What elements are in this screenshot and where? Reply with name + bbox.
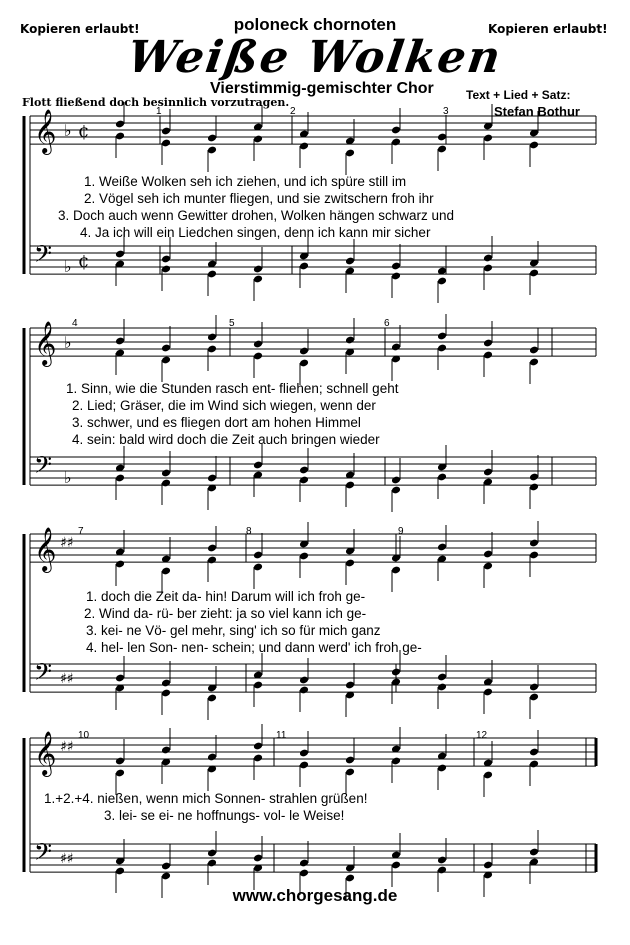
bass-clef-icon: 𝄢 <box>34 658 53 691</box>
flat-icon: ♭ <box>64 333 72 352</box>
copy-permission-left: Kopieren erlaubt! <box>20 22 140 36</box>
song-title: Weiße Wolken <box>124 32 506 83</box>
lyric-line: 3. Doch auch wenn Gewitter drohen, Wolken hängen schwarz und <box>58 208 454 223</box>
measure-number: 4 <box>72 318 78 329</box>
bass-clef-icon: 𝄢 <box>34 451 53 484</box>
measure-number: 3 <box>443 106 449 117</box>
lyric-line: 1.+2.+4. nießen, wenn mich Sonnen- strahlen grüßen! <box>44 791 368 806</box>
treble-clef-icon: 𝄞 <box>34 527 57 571</box>
lyric-line: 4. Ja ich will ein Liedchen singen, denn ich kann mir sicher <box>80 225 431 240</box>
sharp-icon: ♯♯ <box>60 671 74 687</box>
publisher-name: poloneck chornoten <box>233 15 397 34</box>
measure-number: 10 <box>78 730 90 741</box>
flat-icon: ♭ <box>64 468 72 487</box>
lyric-line: 1. Sinn, wie die Stunden rasch ent- fliehen; schnell geht <box>66 381 399 396</box>
lyric-line: 4. sein: bald wird doch die Zeit auch bringen wieder <box>72 432 380 447</box>
lyric-line: 3. lei- se ei- ne hoffnungs- vol- le Weise! <box>104 808 345 823</box>
measure-number: 1 <box>156 106 162 117</box>
flat-icon: ♭ <box>64 257 72 276</box>
credit-label: Text + Lied + Satz: <box>466 88 571 102</box>
treble-clef-icon: 𝄞 <box>34 731 57 775</box>
lyric-line: 3. schwer, und es fliegen dort am hohen Himmel <box>72 415 361 430</box>
measure-number: 9 <box>398 526 404 537</box>
bass-clef-icon: 𝄢 <box>34 838 53 871</box>
flat-icon: ♭ <box>64 121 72 140</box>
measure-number: 2 <box>290 106 296 117</box>
sharp-icon: ♯♯ <box>60 535 74 551</box>
measure-number: 7 <box>78 526 84 537</box>
copy-permission-right: Kopieren erlaubt! <box>488 22 608 36</box>
sharp-icon: ♯♯ <box>60 851 74 867</box>
lyric-line: 2. Wind da- rü- ber zieht: ja so viel kann ich ge- <box>84 606 367 621</box>
tempo-marking: Flott fließend doch besinnlich vorzutragen. <box>22 96 290 109</box>
footer-website: www.chorgesang.de <box>232 886 398 905</box>
measure-number: 6 <box>384 318 390 329</box>
measure-number: 11 <box>276 730 287 741</box>
measure-number: 8 <box>246 526 252 537</box>
measure-number: 12 <box>476 730 488 741</box>
alla-breve-icon: ¢ <box>78 121 90 142</box>
lyric-line: 3. kei- ne Vö- gel mehr, sing' ich so für mich ganz <box>86 623 381 638</box>
treble-clef-icon: 𝄞 <box>34 109 57 153</box>
bass-clef-icon: 𝄢 <box>34 240 53 273</box>
sharp-icon: ♯♯ <box>60 739 74 755</box>
lyric-line: 1. doch die Zeit da- hin! Darum will ich froh ge- <box>86 589 366 604</box>
lyric-line: 2. Vögel seh ich munter fliegen, und sie zwitschern froh ihr <box>84 191 434 206</box>
lyric-line: 2. Lied; Gräser, die im Wind sich wiegen, wenn der <box>72 398 376 413</box>
alla-breve-icon: ¢ <box>78 251 90 272</box>
treble-clef-icon: 𝄞 <box>34 321 57 365</box>
measure-number: 5 <box>229 318 235 329</box>
credit-author: Stefan Bothur <box>494 104 580 119</box>
lyric-line: 4. hel- len Son- nen- schein; und dann werd' ich froh ge- <box>86 640 422 655</box>
song-subtitle: Vierstimmig-gemischter Chor <box>210 80 434 97</box>
lyric-line: 1. Weiße Wolken seh ich ziehen, und ich spüre still im <box>84 174 407 189</box>
